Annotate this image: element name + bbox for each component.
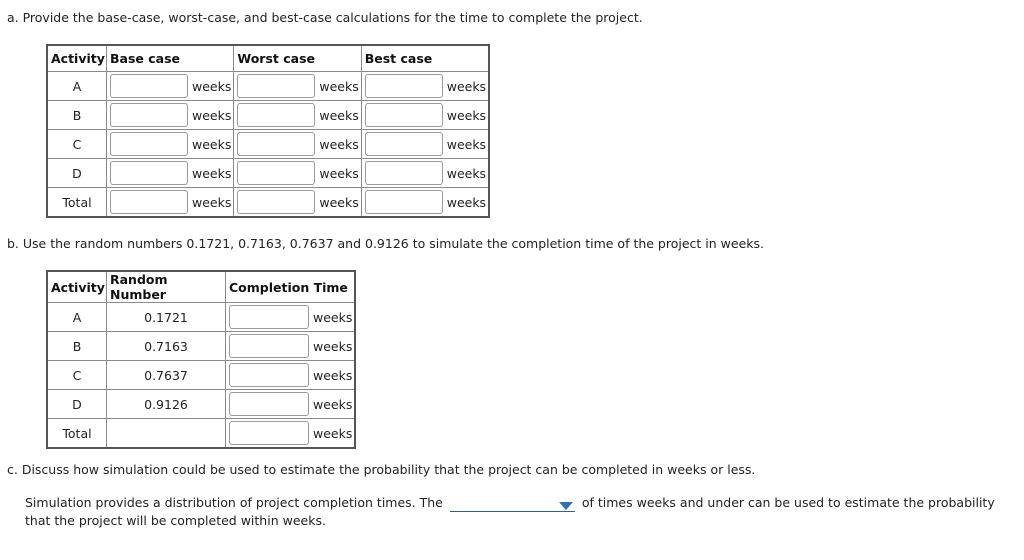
answer-text-after: of times weeks and under can be used to estimate the probability that the project will be completed within weeks. — [25, 495, 995, 528]
random-number-cell: 0.9126 — [107, 390, 226, 419]
worst-case-input[interactable] — [237, 103, 315, 127]
completion-time-cell — [226, 303, 356, 332]
completion-time-input[interactable] — [229, 334, 309, 358]
table-row — [47, 101, 489, 130]
base-case-input[interactable] — [110, 132, 188, 156]
worst-case-input[interactable] — [237, 132, 315, 156]
worst-case-input[interactable] — [237, 161, 315, 185]
dropdown-arrow-icon[interactable] — [559, 502, 573, 510]
unit-label: weeks — [319, 78, 359, 94]
worst-case-field-wrap — [234, 188, 360, 216]
table-row — [47, 361, 355, 390]
random-number-cell: 0.7637 — [107, 361, 226, 390]
col-header-activity: Activity — [47, 271, 107, 303]
answer-sentence — [25, 494, 1015, 530]
completion-time-cell — [226, 361, 356, 390]
random-number-cell — [107, 419, 226, 449]
table-row — [47, 188, 489, 218]
worst-case-field-wrap — [234, 159, 360, 187]
completion-time-field-wrap — [226, 419, 354, 447]
worst-case-cell — [234, 130, 361, 159]
activity-cell: C — [47, 361, 107, 390]
base-case-field-wrap — [107, 188, 233, 216]
unit-label: weeks — [313, 425, 353, 441]
table-row — [47, 72, 489, 101]
base-case-input[interactable] — [110, 190, 188, 214]
best-case-cell — [361, 130, 489, 159]
base-case-field-wrap — [107, 101, 233, 129]
table-row — [47, 130, 489, 159]
random-number-cell: 0.7163 — [107, 332, 226, 361]
unit-label: weeks — [313, 338, 353, 354]
completion-time-input[interactable] — [229, 363, 309, 387]
base-case-cell — [107, 72, 234, 101]
question-a: a. Provide the base-case, worst-case, and best-case calculations for the time to complete the project. — [7, 10, 643, 25]
base-case-input[interactable] — [110, 74, 188, 98]
unit-label: weeks — [446, 194, 487, 210]
completion-time-field-wrap — [226, 303, 354, 331]
base-case-cell — [107, 188, 234, 218]
table-part-b — [46, 270, 356, 449]
completion-time-cell — [226, 390, 356, 419]
unit-label: weeks — [313, 309, 353, 325]
unit-label: weeks — [192, 78, 232, 94]
best-case-cell — [361, 188, 489, 218]
base-case-field-wrap — [107, 130, 233, 158]
activity-cell: A — [47, 72, 107, 101]
completion-time-field-wrap — [226, 332, 354, 360]
worst-case-input[interactable] — [237, 190, 315, 214]
unit-label: weeks — [319, 136, 359, 152]
base-case-cell — [107, 101, 234, 130]
base-case-input[interactable] — [110, 161, 188, 185]
col-header-worst-case: Worst case — [234, 45, 361, 72]
table-row — [47, 419, 355, 449]
unit-label: weeks — [446, 136, 487, 152]
completion-time-cell — [226, 419, 356, 449]
worst-case-field-wrap — [234, 72, 360, 100]
base-case-cell — [107, 130, 234, 159]
best-case-cell — [361, 159, 489, 188]
unit-label: weeks — [192, 107, 232, 123]
completion-time-field-wrap — [226, 361, 354, 389]
unit-label: weeks — [446, 165, 487, 181]
base-case-input[interactable] — [110, 103, 188, 127]
worst-case-cell — [234, 188, 361, 218]
activity-cell: B — [47, 332, 107, 361]
completion-time-input[interactable] — [229, 421, 309, 445]
unit-label: weeks — [313, 396, 353, 412]
worst-case-field-wrap — [234, 130, 360, 158]
unit-label: weeks — [192, 165, 232, 181]
activity-cell: C — [47, 130, 107, 159]
unit-label: weeks — [313, 367, 353, 383]
best-case-input[interactable] — [365, 132, 443, 156]
base-case-field-wrap — [107, 159, 233, 187]
answer-dropdown[interactable] — [450, 497, 575, 512]
unit-label: weeks — [446, 78, 487, 94]
worst-case-field-wrap — [234, 101, 360, 129]
col-header-activity: Activity — [47, 45, 107, 72]
activity-cell: D — [47, 159, 107, 188]
unit-label: weeks — [319, 194, 359, 210]
completion-time-field-wrap — [226, 390, 354, 418]
best-case-field-wrap — [362, 188, 488, 216]
best-case-field-wrap — [362, 130, 488, 158]
random-number-cell: 0.1721 — [107, 303, 226, 332]
best-case-field-wrap — [362, 159, 488, 187]
best-case-input[interactable] — [365, 190, 443, 214]
worst-case-input[interactable] — [237, 74, 315, 98]
unit-label: weeks — [319, 107, 359, 123]
activity-cell: B — [47, 101, 107, 130]
base-case-field-wrap — [107, 72, 233, 100]
best-case-input[interactable] — [365, 103, 443, 127]
unit-label: weeks — [446, 107, 487, 123]
col-header-base-case: Base case — [107, 45, 234, 72]
best-case-field-wrap — [362, 101, 488, 129]
table-row — [47, 303, 355, 332]
question-b: b. Use the random numbers 0.1721, 0.7163, 0.7637 and 0.9126 to simulate the completion time of the project in weeks. — [7, 236, 764, 251]
activity-cell: Total — [47, 188, 107, 218]
best-case-cell — [361, 101, 489, 130]
completion-time-input[interactable] — [229, 392, 309, 416]
best-case-cell — [361, 72, 489, 101]
table-row — [47, 390, 355, 419]
question-c: c. Discuss how simulation could be used to estimate the probability that the project can be completed in weeks or less. — [7, 462, 756, 477]
worst-case-cell — [234, 72, 361, 101]
activity-cell: Total — [47, 419, 107, 449]
best-case-field-wrap — [362, 72, 488, 100]
best-case-input[interactable] — [365, 74, 443, 98]
unit-label: weeks — [192, 136, 232, 152]
table-row — [47, 332, 355, 361]
completion-time-cell — [226, 332, 356, 361]
col-header-random-number: Random Number — [107, 271, 226, 303]
unit-label: weeks — [192, 194, 232, 210]
col-header-best-case: Best case — [361, 45, 489, 72]
worst-case-cell — [234, 101, 361, 130]
completion-time-input[interactable] — [229, 305, 309, 329]
activity-cell: D — [47, 390, 107, 419]
table-part-a — [46, 44, 490, 218]
base-case-cell — [107, 159, 234, 188]
worst-case-cell — [234, 159, 361, 188]
answer-text-before: Simulation provides a distribution of project completion times. The — [25, 495, 443, 510]
best-case-input[interactable] — [365, 161, 443, 185]
activity-cell: A — [47, 303, 107, 332]
col-header-completion-time: Completion Time — [226, 271, 356, 303]
unit-label: weeks — [319, 165, 359, 181]
table-row — [47, 159, 489, 188]
